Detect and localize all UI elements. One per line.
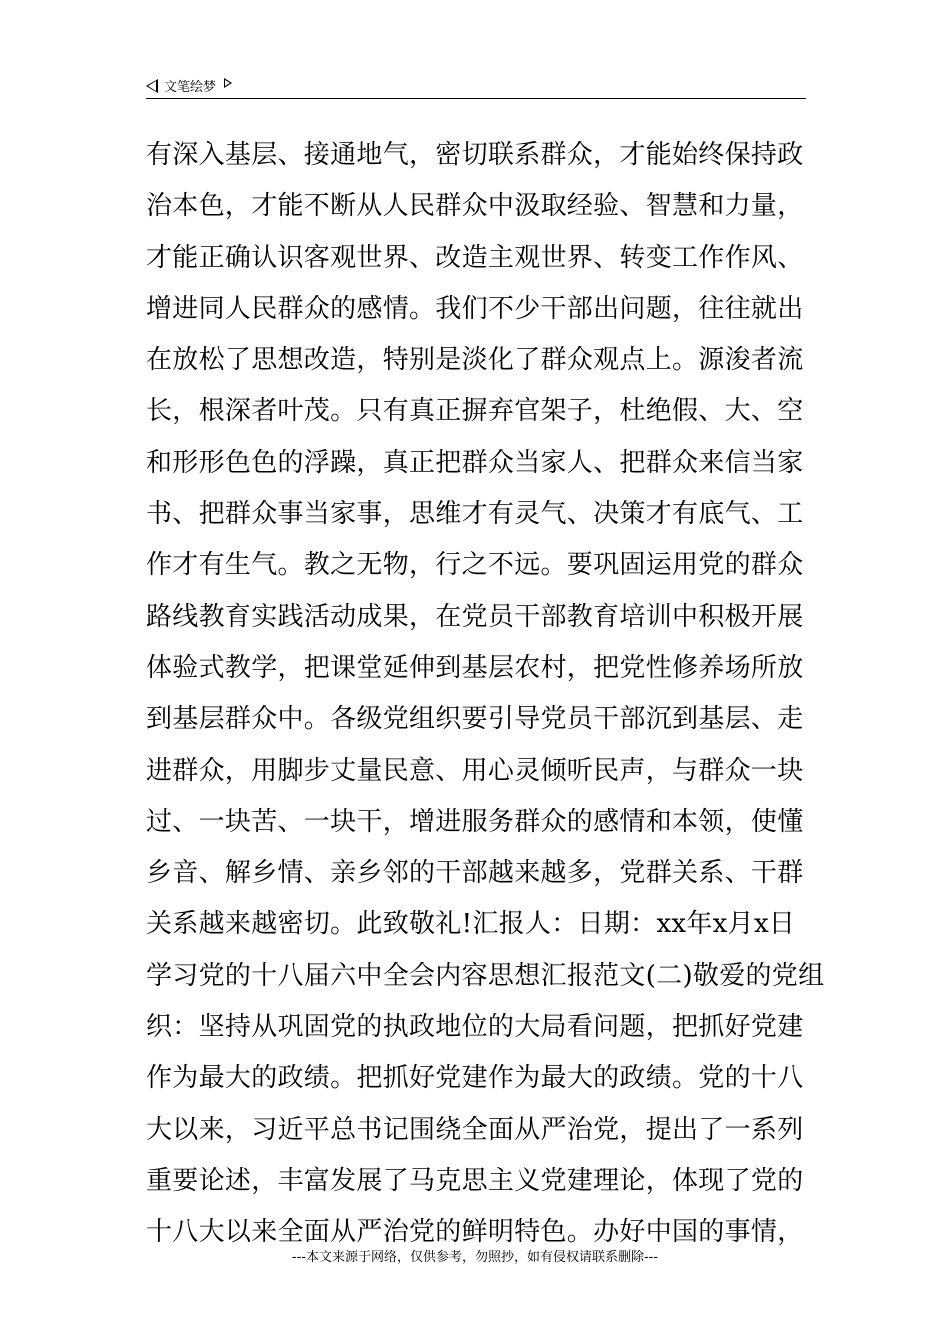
text-line: 体验式教学，把课堂延伸到基层农村，把党性修养场所放 bbox=[146, 652, 804, 683]
text-line: 和形形色色的浮躁，真正把群众当家人、把群众来信当家 bbox=[146, 447, 804, 478]
text-line: 才能正确认识客观世界、改造主观世界、转变工作作风、 bbox=[146, 242, 804, 273]
triangle-left-icon bbox=[146, 79, 158, 93]
text-line: 增进同人民群众的感情。我们不少干部出问题，往往就出 bbox=[146, 293, 804, 324]
text-line: 治本色，才能不断从人民群众中汲取经验、智慧和力量， bbox=[146, 191, 804, 222]
text-line: 十八大以来全面从严治党的鲜明特色。办好中国的事情， bbox=[146, 1217, 804, 1248]
header-brand-text: 文笔绘梦 bbox=[164, 80, 217, 95]
text-line: 乡音、解乡情、亲乡邻的干部越来越多，党群关系、干群 bbox=[146, 858, 804, 889]
triangle-right-icon bbox=[224, 78, 232, 88]
text-line: 大以来，习近平总书记围绕全面从严治党，提出了一系列 bbox=[146, 1114, 804, 1145]
text-line: 关系越来越密切。此致敬礼!汇报人：日期：xx年x月x日 bbox=[146, 909, 796, 940]
text-line: 书、把群众事当家事，思维才有灵气、决策才有底气、工 bbox=[146, 499, 804, 530]
text-line: 长，根深者叶茂。只有真正摒弃官架子，杜绝假、大、空 bbox=[146, 396, 804, 427]
document-body bbox=[146, 130, 825, 1259]
text-line: 织：坚持从巩固党的执政地位的大局看问题，把抓好党建 bbox=[146, 1012, 804, 1043]
text-line: 进群众，用脚步丈量民意、用心灵倾听民声，与群众一块 bbox=[146, 755, 804, 786]
text-line: 重要论述，丰富发展了马克思主义党建理论，体现了党的 bbox=[146, 1165, 804, 1196]
header-brand bbox=[146, 76, 232, 95]
footer-disclaimer: ---本文来源于网络，仅供参考，勿照抄，如有侵权请联系删除--- bbox=[291, 1250, 659, 1265]
text-line: 作为最大的政绩。把抓好党建作为最大的政绩。党的十八 bbox=[146, 1063, 804, 1094]
text-line: 过、一块苦、一块干，增进服务群众的感情和本领，使懂 bbox=[146, 806, 804, 837]
page-header bbox=[146, 72, 806, 99]
text-line: 在放松了思想改造，特别是淡化了群众观点上。源浚者流 bbox=[146, 345, 804, 376]
text-line: 学习党的十八届六中全会内容思想汇报范文(二)敬爱的党组 bbox=[146, 960, 825, 991]
text-line: 有深入基层、接通地气，密切联系群众，才能始终保持政 bbox=[146, 140, 804, 170]
text-line: 到基层群众中。各级党组织要引导党员干部沉到基层、走 bbox=[146, 704, 804, 735]
text-line: 作才有生气。教之无物，行之不远。要巩固运用党的群众 bbox=[146, 550, 804, 581]
text-line: 路线教育实践活动成果，在党员干部教育培训中积极开展 bbox=[146, 601, 804, 632]
